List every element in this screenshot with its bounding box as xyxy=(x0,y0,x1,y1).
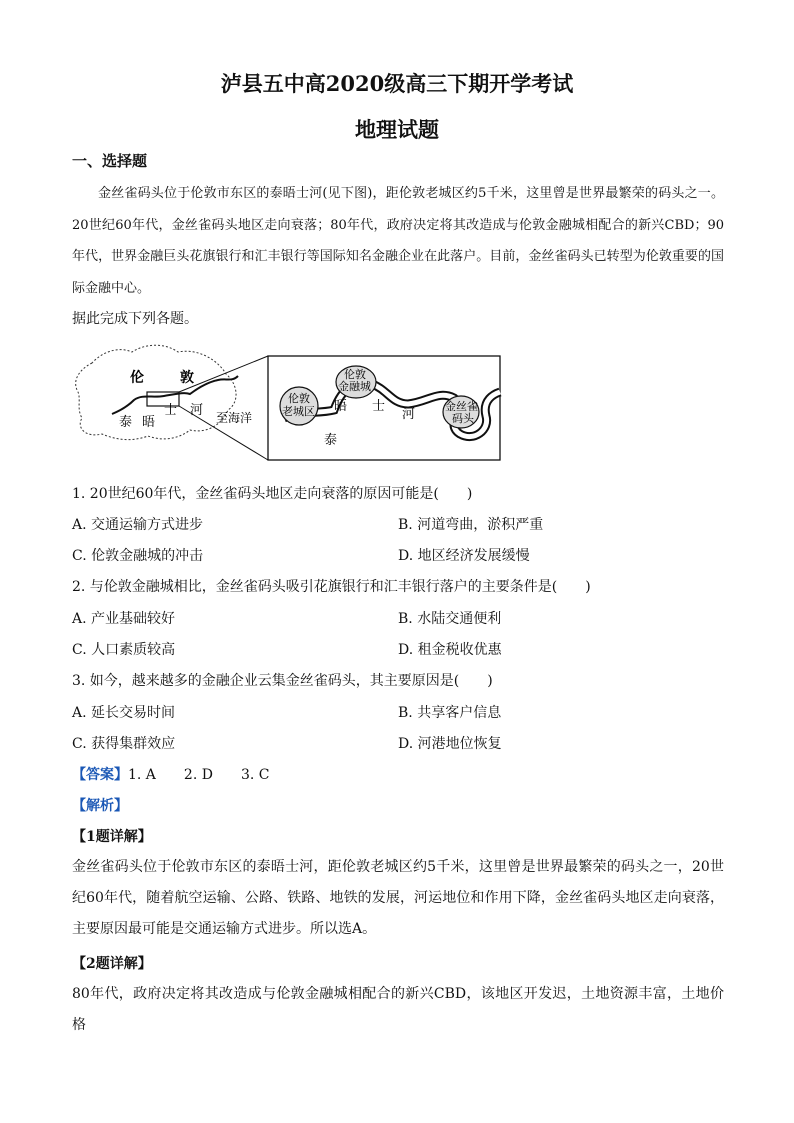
detail-1-text: 金丝雀码头位于伦敦市东区的泰晤士河，距伦敦老城区约5千米，这里曾是世界最繁荣的码头之一，20世纪60年代，随着航空运输、公路、铁路、地铁的发展，河运地位和作用下降，金丝雀码头地区走向衰落，主要原因最可能是交通运输方式进步。所以选A。 xyxy=(72,859,724,937)
q3-option-b: B. 共享客户信息 xyxy=(398,705,502,721)
question-1-stem: 1. 20世纪60年代，金丝雀码头地区走向衰落的原因可能是( ) xyxy=(72,486,473,502)
section-heading: 一、选择题 xyxy=(72,152,148,170)
map-label-tai: 泰 xyxy=(119,415,133,430)
q1-option-b: B. 河道弯曲，淤积严重 xyxy=(398,517,544,533)
q3-option-d: D. 河港地位恢复 xyxy=(398,736,502,752)
map-label-canary-1: 金丝雀 xyxy=(445,400,478,413)
map-label-lun: 伦 xyxy=(130,370,144,386)
answer-label: 【答案】 xyxy=(72,767,128,783)
question-2-stem: 2. 与伦敦金融城相比，金丝雀码头吸引花旗银行和汇丰银行落户的主要条件是( ) xyxy=(72,579,591,595)
q1-option-c: C. 伦敦金融城的冲击 xyxy=(72,548,204,564)
q1-option-a: A. 交通运输方式进步 xyxy=(72,517,204,533)
map-label-canary-2: 码头 xyxy=(452,412,474,425)
map-label-finance-city-1: 伦敦 xyxy=(344,368,366,381)
q3-option-c: C. 获得集群效应 xyxy=(72,736,176,752)
q3-option-a: A. 延长交易时间 xyxy=(72,705,176,721)
map-label-dun: 敦 xyxy=(180,370,194,386)
map-label-he: 河 xyxy=(190,403,204,418)
answer-text: 1. A 2. D 3. C xyxy=(128,767,270,783)
q2-option-a: A. 产业基础较好 xyxy=(72,611,176,627)
page-title: 泸县五中高2020级高三下期开学考试 xyxy=(220,71,574,96)
london-map-figure xyxy=(72,338,504,464)
detail-2-label: 【2题详解】 xyxy=(72,956,152,972)
reading-passage: 金丝雀码头位于伦敦市东区的泰晤士河(见下图)，距伦敦老城区约5千米，这里曾是世界最繁荣的码头之一。20世纪60年代，金丝雀码头地区走向衰落；80年代，政府决定将其改造成与伦敦金融城相配合的新兴CBD；90年代，世界金融巨头花旗银行和汇丰银行等国际知名金融企业在此落户。目前，金丝雀码头已转型为伦敦重要的国际金融中心。 xyxy=(72,186,724,296)
answer-line xyxy=(72,764,269,784)
detail-1-label: 【1题详解】 xyxy=(72,829,152,845)
q1-option-d: D. 地区经济发展缓慢 xyxy=(398,548,530,564)
map-label-old-city-2: 老城区 xyxy=(282,405,315,418)
analysis-label: 【解析】 xyxy=(72,798,128,814)
lead-text: 据此完成下列各题。 xyxy=(72,311,198,327)
q2-option-d: D. 租金税收优惠 xyxy=(398,642,502,658)
map-label-right-shi: 士 xyxy=(372,399,386,414)
map-label-right-tai: 泰 xyxy=(324,433,338,448)
question-3-stem: 3. 如今，越来越多的金融企业云集金丝雀码头，其主要原因是( ) xyxy=(72,673,493,689)
map-label-shi: 士 xyxy=(164,403,178,418)
map-label-wu: 晤 xyxy=(142,415,156,430)
map-label-sea: 至海洋 xyxy=(216,411,253,425)
detail-2-text: 80年代，政府决定将其改造成与伦敦金融城相配合的新兴CBD，该地区开发迟，土地资源丰富，土地价格 xyxy=(72,986,724,1033)
map-label-right-wu: 晤 xyxy=(334,399,348,414)
map-label-right-he: 河 xyxy=(402,407,416,422)
q2-option-b: B. 水陆交通便利 xyxy=(398,611,502,627)
map-label-old-city-1: 伦敦 xyxy=(288,392,310,405)
map-label-finance-city-2: 金融城 xyxy=(338,380,371,393)
page-subtitle: 地理试题 xyxy=(355,117,439,142)
q2-option-c: C. 人口素质较高 xyxy=(72,642,176,658)
